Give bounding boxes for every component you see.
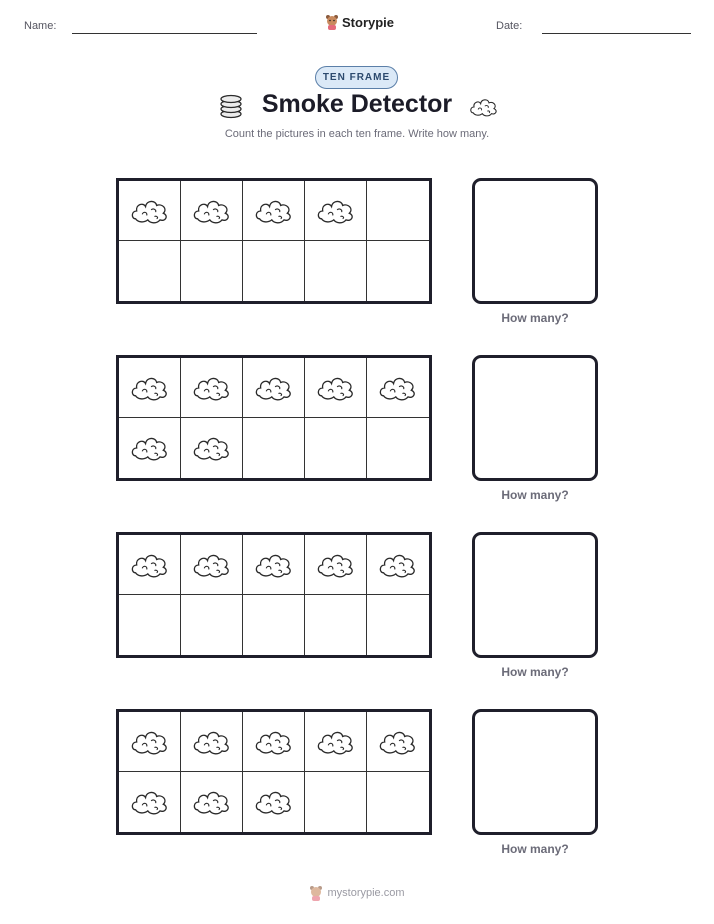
brand-logo [325, 14, 394, 30]
page-title: Smoke Detector [261, 90, 453, 118]
ten-frame-cell [243, 241, 305, 301]
ten-frame-cell [367, 772, 429, 832]
smoke-cloud-icon [130, 196, 170, 226]
ten-frame [116, 355, 432, 481]
ten-frame-cell [119, 241, 181, 301]
smoke-cloud-icon [192, 373, 232, 403]
ten-frame-cell [119, 358, 181, 418]
smoke-cloud-icon [254, 787, 294, 817]
ten-frame-cell [181, 595, 243, 655]
date-label: Date: [496, 20, 523, 32]
footer-url: mystorypie.com [327, 887, 405, 899]
smoke-cloud-icon [192, 550, 232, 580]
how-many-label: How many? [501, 842, 569, 856]
bear-mascot-icon [325, 14, 339, 30]
ten-frame-cell [181, 772, 243, 832]
answer-box[interactable] [472, 532, 598, 658]
instructions: Count the pictures in each ten frame. Write how many. [224, 128, 490, 140]
how-many-label: How many? [501, 311, 569, 325]
smoke-cloud-icon [469, 96, 499, 118]
footer [0, 885, 714, 901]
ten-frame-cell [305, 358, 367, 418]
ten-frame-cell [181, 358, 243, 418]
ten-frame-cell [305, 595, 367, 655]
ten-frame-cell [119, 418, 181, 478]
smoke-cloud-icon [254, 550, 294, 580]
ten-frame-cell [367, 181, 429, 241]
smoke-cloud-icon [378, 727, 418, 757]
ten-frame [116, 178, 432, 304]
ten-frame-cell [243, 712, 305, 772]
ten-frame-cell [305, 772, 367, 832]
smoke-cloud-icon [378, 373, 418, 403]
ten-frame-cell [119, 595, 181, 655]
brand-name: Storypie [342, 14, 395, 30]
smoke-cloud-icon [316, 727, 356, 757]
ten-frame-cell [367, 358, 429, 418]
ten-frame-cell [243, 418, 305, 478]
ten-frame-cell [305, 181, 367, 241]
smoke-cloud-icon [316, 196, 356, 226]
ten-frame-cell [367, 595, 429, 655]
smoke-cloud-icon [316, 550, 356, 580]
ten-frame-cell [243, 181, 305, 241]
ten-frame-cell [181, 181, 243, 241]
ten-frame-cell [243, 772, 305, 832]
bear-mascot-icon [309, 885, 323, 901]
ten-frame-cell [119, 181, 181, 241]
smoke-cloud-icon [130, 787, 170, 817]
ten-frame-cell [305, 241, 367, 301]
ten-frame-cell [243, 358, 305, 418]
smoke-cloud-icon [192, 196, 232, 226]
ten-frame-cell [181, 712, 243, 772]
ten-frame-cell [367, 712, 429, 772]
smoke-cloud-icon [254, 196, 294, 226]
name-line[interactable] [72, 33, 257, 34]
ten-frame [116, 532, 432, 658]
smoke-cloud-icon [192, 787, 232, 817]
smoke-cloud-icon [130, 550, 170, 580]
ten-frame-cell [181, 418, 243, 478]
ten-frame-cell [243, 595, 305, 655]
smoke-cloud-icon [378, 550, 418, 580]
answer-box[interactable] [472, 355, 598, 481]
how-many-label: How many? [501, 488, 569, 502]
ten-frame-cell [305, 535, 367, 595]
ten-frame-cell [367, 418, 429, 478]
how-many-label: How many? [501, 665, 569, 679]
ten-frame-cell [243, 535, 305, 595]
topic-badge: TEN FRAME [315, 66, 398, 89]
ten-frame [116, 709, 432, 835]
smoke-cloud-icon [192, 433, 232, 463]
smoke-cloud-icon [192, 727, 232, 757]
smoke-cloud-icon [130, 373, 170, 403]
smoke-cloud-icon [254, 727, 294, 757]
ten-frame-cell [119, 712, 181, 772]
name-label: Name: [24, 20, 57, 32]
smoke-cloud-icon [254, 373, 294, 403]
smoke-cloud-icon [316, 373, 356, 403]
ten-frame-cell [119, 535, 181, 595]
smoke-cloud-icon [130, 433, 170, 463]
ten-frame-cell [181, 535, 243, 595]
ten-frame-cell [305, 418, 367, 478]
answer-box[interactable] [472, 178, 598, 304]
smoke-cloud-icon [130, 727, 170, 757]
ten-frame-cell [305, 712, 367, 772]
ten-frame-cell [119, 772, 181, 832]
ten-frame-cell [181, 241, 243, 301]
ten-frame-cell [367, 535, 429, 595]
date-line[interactable] [542, 33, 691, 34]
ten-frame-cell [367, 241, 429, 301]
answer-box[interactable] [472, 709, 598, 835]
